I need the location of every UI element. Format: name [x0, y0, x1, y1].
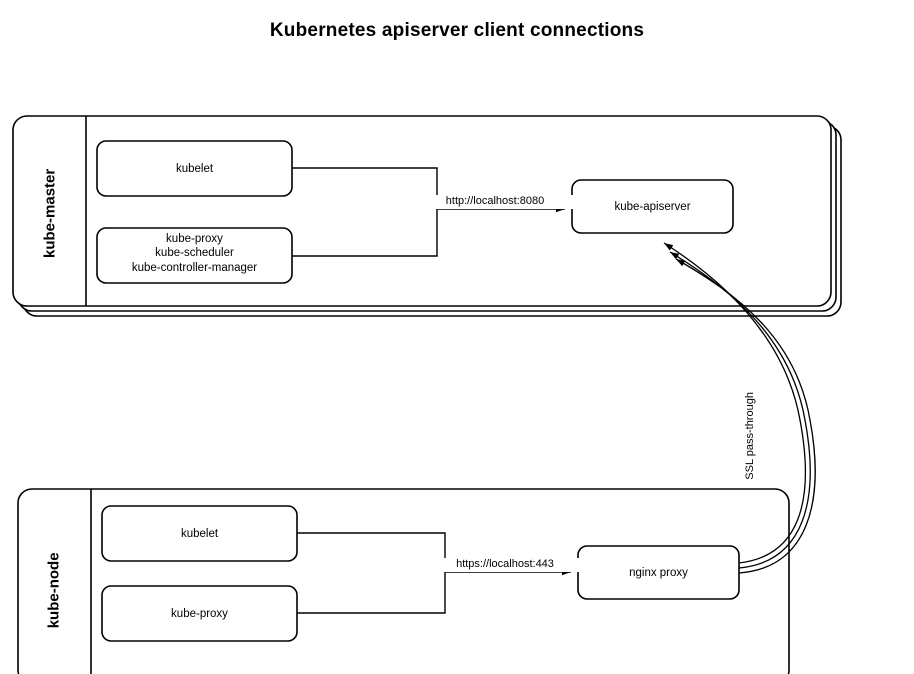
kube-master-group-title: kube-master [41, 168, 59, 258]
master-kubelet-label: kubelet [175, 163, 214, 175]
master-clients-label: kube-proxy kube-scheduler kube-controller-manager [131, 233, 258, 274]
master-kubelet-box [97, 141, 292, 196]
nginx-proxy-label: nginx proxy [629, 567, 688, 579]
node-kube-proxy-box [102, 586, 297, 641]
ssl-pass-through-label: SSL pass-through [744, 392, 757, 480]
kube-node-group-title: kube-node [45, 552, 63, 629]
master-clients-box [97, 228, 292, 283]
node-edge-label: https://localhost:443 [390, 558, 620, 572]
page-title: Kubernetes apiserver client connections [269, 20, 645, 41]
node-kube-proxy-label: kube-proxy [171, 608, 228, 620]
kube-apiserver-box [572, 180, 733, 233]
kube-apiserver-label: kube-apiserver [614, 201, 691, 213]
nginx-proxy-box [578, 546, 739, 599]
master-edge-label: http://localhost:8080 [380, 195, 610, 209]
node-kubelet-label: kubelet [180, 528, 219, 540]
node-kubelet-box [102, 506, 297, 561]
